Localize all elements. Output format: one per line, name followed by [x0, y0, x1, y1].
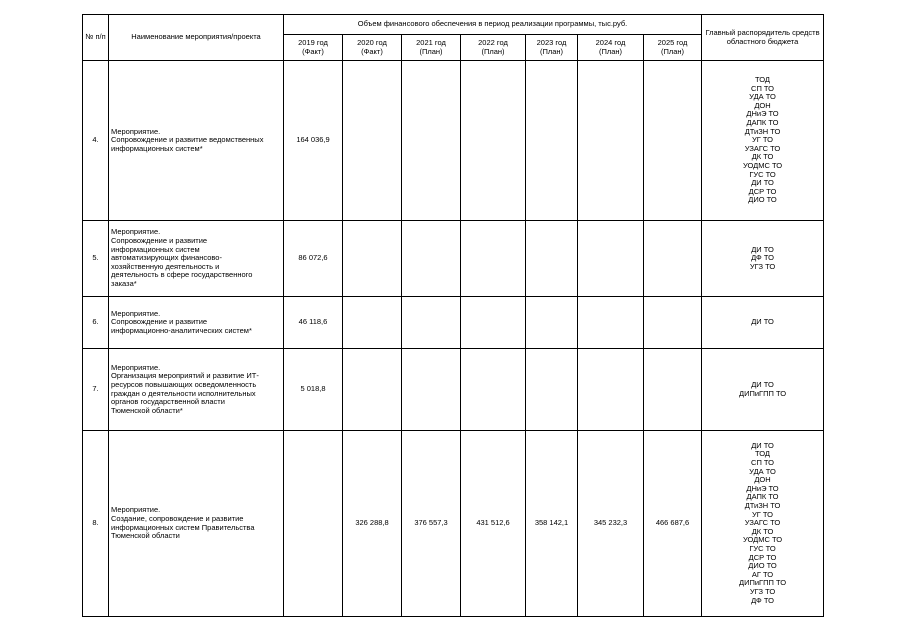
row-distributors	[702, 431, 824, 617]
distributor-item: ДСР ТО	[748, 186, 777, 196]
header-year-type: (Факт)	[361, 46, 383, 56]
distributor-item: УГ ТО	[752, 509, 774, 519]
distributor-item: ТОД	[755, 75, 771, 85]
row-name-line: граждан о деятельности исполнительных	[111, 388, 256, 398]
header-year-0	[284, 35, 343, 61]
distributor-item: ДИ ТО	[751, 317, 774, 327]
row-name-line: Организация мероприятий и развитие ИТ-	[111, 371, 259, 381]
distributor-item: ДАПК ТО	[746, 118, 779, 128]
header-year-4	[526, 35, 578, 61]
row-value-3	[461, 297, 526, 349]
row-distributors	[702, 221, 824, 297]
row-name-line: Мероприятие.	[111, 227, 161, 237]
row-name	[109, 297, 284, 349]
row-value-6	[644, 221, 702, 297]
row-value-5: 345 232,3	[578, 431, 644, 617]
row-value-4	[526, 297, 578, 349]
row-name-line: заказа*	[111, 278, 137, 288]
table-body	[83, 61, 824, 617]
row-value-0: 86 072,6	[284, 221, 343, 297]
row-value-4: 358 142,1	[526, 431, 578, 617]
row-name-line: автоматизирующих финансово-	[111, 253, 222, 263]
row-name-line: Тюменской области	[111, 531, 180, 541]
row-name-line: Сопровождение и развитие ведомственных	[111, 135, 264, 145]
row-name-line: информационных систем	[111, 244, 200, 254]
row-value-4	[526, 221, 578, 297]
distributor-item: ДАПК ТО	[746, 492, 779, 502]
header-year-3	[461, 35, 526, 61]
row-name-line: ресурсов повышающих осведомленность	[111, 379, 257, 389]
row-name-line: Сопровождение и развитие	[111, 236, 208, 246]
row-value-2: 376 557,3	[402, 431, 461, 617]
distributor-item: УГ ТО	[752, 135, 774, 145]
row-value-4	[526, 349, 578, 431]
row-value-2	[402, 349, 461, 431]
row-name	[109, 349, 284, 431]
program-funding-table	[82, 14, 824, 617]
header-year-label: 2022 год	[478, 37, 508, 47]
distributor-item: УОДМС ТО	[742, 160, 783, 170]
distributor-item: ДФ ТО	[751, 253, 774, 263]
distributor-item: ДОН	[754, 100, 771, 110]
header-year-label: 2024 год	[595, 37, 626, 47]
row-value-1	[343, 297, 402, 349]
header-funding: Объем финансового обеспечения в период реализации программы, тыс.руб.	[284, 15, 702, 35]
table-row	[83, 297, 824, 349]
distributor-item: УЗАГС ТО	[744, 143, 781, 153]
distributor-item: ДК ТО	[751, 152, 774, 162]
distributor-item: АГ ТО	[751, 569, 774, 579]
header-year-type: (План)	[660, 46, 685, 56]
header-year-1	[343, 35, 402, 61]
distributor-item: ДНиЭ ТО	[746, 483, 779, 493]
header-year-6	[644, 35, 702, 61]
row-value-2	[402, 61, 461, 221]
row-value-2	[402, 221, 461, 297]
row-num: 8.	[83, 431, 109, 617]
row-value-6	[644, 297, 702, 349]
distributor-item: ДТиЗН ТО	[744, 126, 781, 136]
header-year-type: (План)	[481, 46, 505, 56]
row-value-5	[578, 349, 644, 431]
row-name	[109, 431, 284, 617]
row-name-line: Мероприятие.	[111, 505, 161, 515]
row-name	[109, 61, 284, 221]
distributor-item: УГЗ ТО	[749, 586, 776, 596]
distributor-item: ДОН	[754, 475, 771, 485]
row-name-line: Мероприятие.	[111, 362, 161, 372]
row-value-0: 46 118,6	[284, 297, 343, 349]
row-value-6: 466 687,6	[644, 431, 702, 617]
row-distributors	[702, 297, 824, 349]
distributor-item: СП ТО	[751, 83, 774, 93]
distributor-item: ДИ ТО	[751, 440, 774, 450]
distributor-item: ТОД	[755, 449, 771, 459]
distributor-item: ДИ ТО	[751, 379, 774, 389]
distributor-item: ДИПиГПП ТО	[738, 578, 787, 588]
distributor-item: ДИ ТО	[751, 244, 774, 254]
table-row	[83, 431, 824, 617]
row-distributors	[702, 349, 824, 431]
distributor-item: ГУС ТО	[749, 543, 776, 553]
header-year-type: (План)	[598, 46, 623, 56]
distributor-item: ДИО ТО	[748, 561, 777, 571]
row-name-line: информационных систем Правительства	[111, 522, 255, 532]
row-value-1	[343, 61, 402, 221]
row-value-5	[578, 297, 644, 349]
row-num: 5.	[83, 221, 109, 297]
distributor-item: УОДМС ТО	[742, 535, 783, 545]
distributor-item: ДИО ТО	[748, 195, 777, 205]
row-num: 6.	[83, 297, 109, 349]
distributor-item: ДИ ТО	[751, 178, 774, 188]
row-name-line: Сопровождение и развитие	[111, 317, 208, 327]
row-name-line: хозяйственную деятельность и	[111, 261, 220, 271]
row-name-line: деятельность в сфере государственного	[111, 270, 253, 280]
table-row	[83, 221, 824, 297]
row-value-6	[644, 349, 702, 431]
row-value-2	[402, 297, 461, 349]
row-value-5	[578, 61, 644, 221]
row-value-0: 164 036,9	[284, 61, 343, 221]
header-year-2	[402, 35, 461, 61]
distributor-item: ДНиЭ ТО	[746, 109, 779, 119]
row-name-line: органов государственной власти	[111, 397, 225, 407]
header-year-type: (Факт)	[302, 46, 324, 56]
row-value-3	[461, 221, 526, 297]
row-name-line: Тюменской области*	[111, 405, 183, 415]
row-value-1	[343, 221, 402, 297]
row-num: 7.	[83, 349, 109, 431]
row-value-1: 326 288,8	[343, 431, 402, 617]
row-value-1	[343, 349, 402, 431]
row-name	[109, 221, 284, 297]
row-value-3	[461, 61, 526, 221]
header-year-label: 2021 год	[416, 37, 446, 47]
row-name-line: Мероприятие.	[111, 126, 161, 136]
row-value-6	[644, 61, 702, 221]
header-year-label: 2023 год	[536, 37, 567, 47]
distributor-item: СП ТО	[751, 458, 774, 468]
header-year-type: (План)	[539, 46, 564, 56]
header-year-type: (План)	[419, 46, 443, 56]
distributor-item: ДК ТО	[751, 526, 774, 536]
row-distributors	[702, 61, 824, 221]
row-value-3: 431 512,6	[461, 431, 526, 617]
header-year-5	[578, 35, 644, 61]
table-row	[83, 349, 824, 431]
row-name-line: информационных систем*	[111, 143, 203, 153]
distributor-item: УДА ТО	[749, 92, 776, 102]
row-name-line: информационно-аналитических систем*	[111, 325, 252, 335]
header-year-label: 2020 год	[357, 37, 387, 47]
distributor-item: ДСР ТО	[748, 552, 777, 562]
distributor-item: УЗАГС ТО	[744, 518, 781, 528]
row-value-0: 5 018,8	[284, 349, 343, 431]
row-value-5	[578, 221, 644, 297]
header-year-label: 2019 год	[298, 37, 328, 47]
header-year-label: 2025 год	[657, 37, 688, 47]
header-name: Наименование мероприятия/проекта	[109, 15, 284, 61]
header-distributor: Главный распорядитель средств областного бюджета	[702, 15, 824, 61]
row-num: 4.	[83, 61, 109, 221]
distributor-item: ДФ ТО	[751, 595, 774, 605]
distributor-item: УДА ТО	[749, 466, 776, 476]
distributor-item: ДИПиГПП ТО	[738, 388, 787, 398]
row-value-4	[526, 61, 578, 221]
table-row	[83, 61, 824, 221]
distributor-item: ГУС ТО	[749, 169, 776, 179]
header-num: № п/п	[83, 15, 109, 61]
row-name-line: Мероприятие.	[111, 308, 161, 318]
distributor-item: УГЗ ТО	[749, 261, 776, 271]
row-name-line: Создание, сопровождение и развитие	[111, 513, 244, 523]
row-value-0	[284, 431, 343, 617]
distributor-item: ДТиЗН ТО	[744, 501, 781, 511]
row-value-3	[461, 349, 526, 431]
